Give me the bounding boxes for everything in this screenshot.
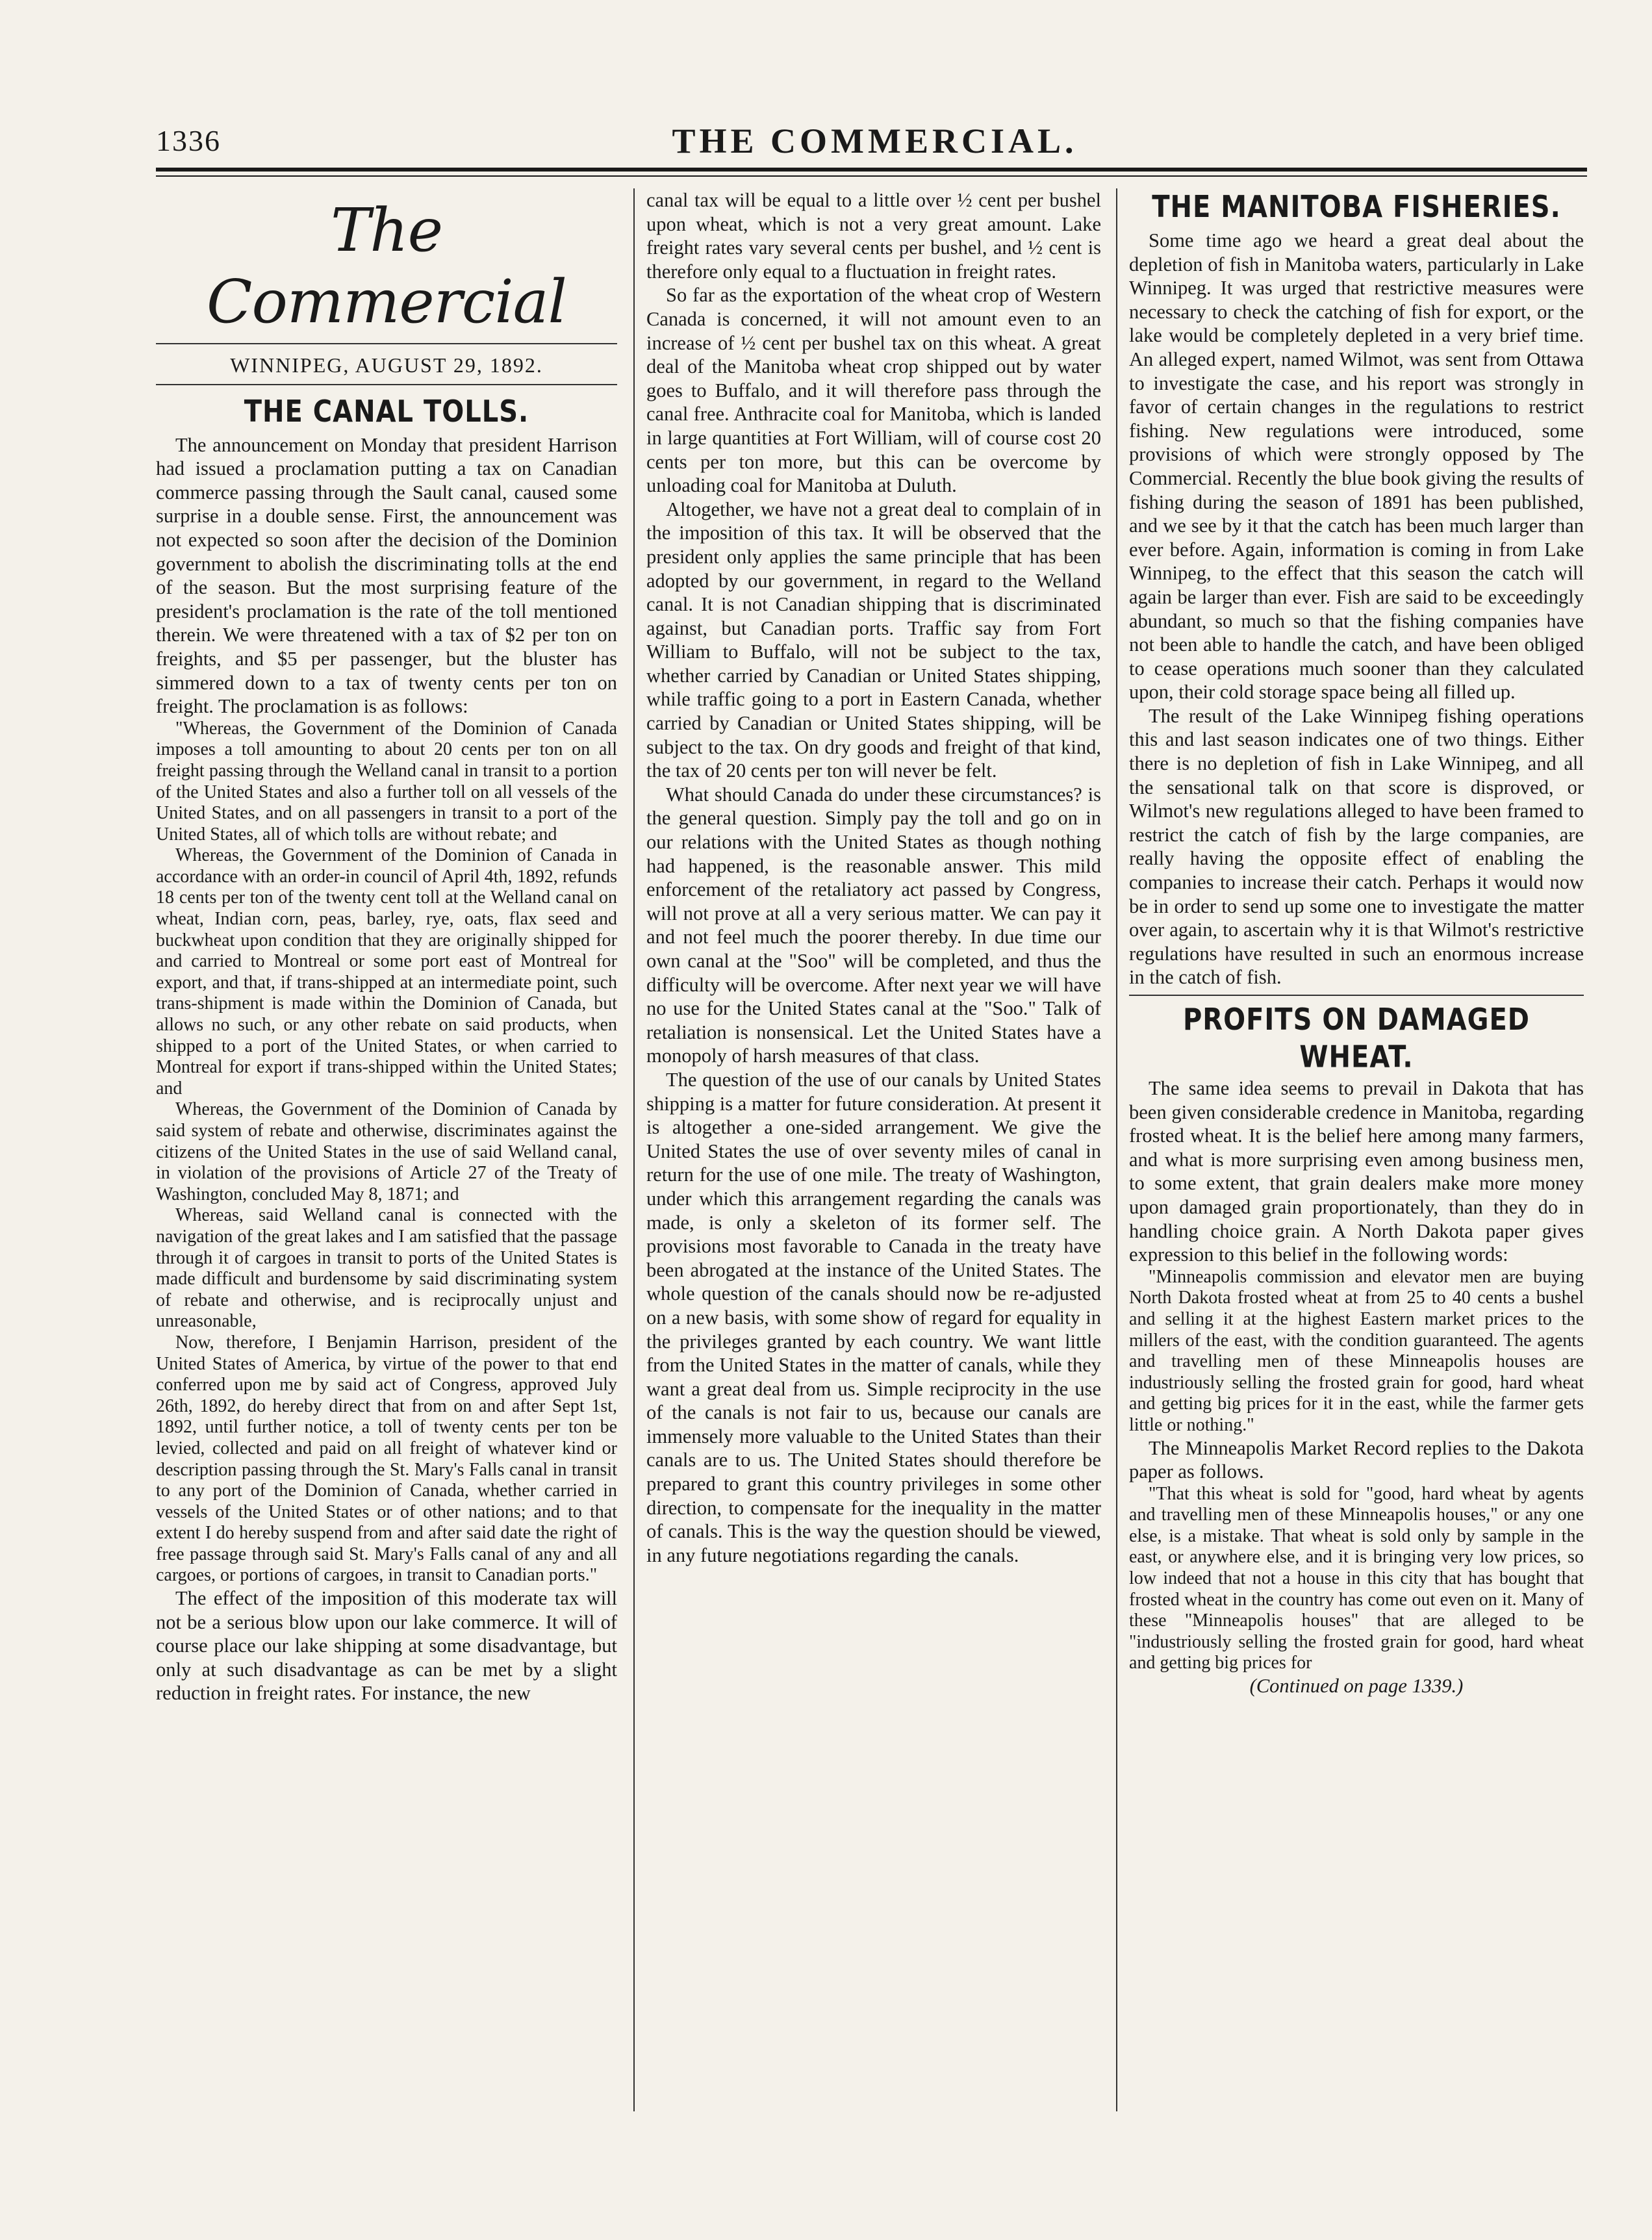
proclamation-quote: Whereas, the Government of the Dominion of Canada by said system of rebate and otherwise, discriminates against the citizens of the United States in the use of said Welland canal, in violation of the provisions of Article 27 of the Treaty of Washington, concluded May 8, 1871; and	[156, 1099, 617, 1204]
header-rule	[156, 168, 1587, 172]
article-paragraph: The Minneapolis Market Record replies to the Dakota paper as follows.	[1129, 1436, 1584, 1483]
article-heading-damaged-wheat: PROFITS ON DAMAGED WHEAT.	[1182, 1002, 1531, 1075]
running-masthead: THE COMMERCIAL.	[672, 121, 1078, 160]
article-heading-canal-tolls: THE CANAL TOLLS.	[244, 394, 529, 429]
article-paragraph: Altogether, we have not a great deal to complain of in the imposition of this tax. It will be observed that the president only applies the same principle that has been adopted by our government, in regard to the Welland canal. It is not Canadian shipping that is discriminated against, but Canadian ports. Traffic say from Fort William to Buffalo, will not be subject to the tax, whether carried by Canadian or United States shipping, while traffic going to a port in Eastern Canada, whether carried by Canadian or United States shipping, will be subject to the tax. On dry goods and freight of that kind, the tax of 20 cents per ton will never be felt.	[646, 498, 1101, 782]
page-number: 1336	[156, 124, 221, 157]
article-heading-fisheries: THE MANITOBA FISHERIES.	[1152, 190, 1561, 225]
continued-note: (Continued on page 1339.)	[1249, 1675, 1464, 1698]
column-divider	[633, 188, 635, 2111]
proclamation-quote: Whereas, the Government of the Dominion of Canada in accordance with an order-in council of April 4th, 1892, refunds 18 cents per ton of the twenty cent toll at the Welland canal on wheat, Indian corn, peas, barley, rye, oats, flax seed and buckwheat upon condition that they are originally shipped for and carried to Montreal or some port east of Montreal for export, and that, if trans-shipped at an intermediate point, such trans-shipment is made within the Dominion of Canada, but allows no such, or any other rebate on said products, when shipped to a port of the United States, or when carried to Montreal for export if trans-shipped within the United States; and	[156, 845, 617, 1099]
article-paragraph: The announcement on Monday that president Harrison had issued a proclamation putting a tax on Canadian commerce passing through the Sault canal, caused some surprise in a double sense. First, the announcement was not expected so soon after the decision of the Dominion government to abolish the discriminating tolls at the end of the season. But the most surprising feature of the president's proclamation is the rate of the toll mentioned therein. We were threatened with a tax of $2 per ton on freights, and $5 per passenger, but the bluster has simmered down to a tax of twenty cents per ton on freight. The proclamation is as follows:	[156, 433, 617, 718]
proclamation-quote: "Whereas, the Government of the Dominion of Canada imposes a toll amounting to about 20 cents per ton on all freight passing through the Welland canal in transit to a portion of the United States and also a further toll on all vessels of the United States, and on all passengers in transit to a port of the United States, all of which tolls are without rebate; and	[156, 718, 617, 845]
page-header	[156, 123, 1594, 169]
column-divider	[1116, 188, 1117, 2111]
article-paragraph: The result of the Lake Winnipeg fishing operations this and last season indicates one of two things. Either there is no depletion of fish in Lake Winnipeg, and all the sensational talk on that score is disproved, or Wilmot's new regulations alleged to have been framed to restrict the catch of fish by the large companies, are really having the opposite effect of enabling the companies to increase their catch. Perhaps it would now be in order to send up some one to investigate the matter over again, to ascertain why it is that Wilmot's restrictive regulations have resulted in such an enormous increase in the catch of fish.	[1129, 704, 1584, 989]
quoted-passage: "That this wheat is sold for "good, hard wheat by agents and travelling men of these Minneapolis houses," or any one else, is a mistake. That wheat is sold only by sample in the east, or anywhere else, and it is bringing very low prices, so low indeed that not a house in this city that has bought that frosted wheat in the country has come out even on it. Many of these "Minneapolis houses" that are alleged to be "industriously selling the frosted grain for good, hard wheat and getting big prices for	[1129, 1483, 1584, 1674]
article-paragraph: The question of the use of our canals by United States shipping is a matter for future consideration. At present it is altogether a one-sided arrangement. We give the United States the use of over seventy miles of canal in return for the use of one mile. The treaty of Washington, under which this arrangement regarding the canals was made, is only a skeleton of its former self. The provisions most favorable to Canada in the treaty have been abrogated at the instance of the United States. The whole question of the canals should now be re-adjusted on a new basis, with some show of regard for equality in the privileges granted by each country. We want little from the United States in the matter of canals, while they want a great deal from us. Simple reciprocity in the use of the canals is not fair to us, because our canals are immensely more valuable to the United States than their canals are to us. The United States should therefore be prepared to grant this country privileges in some other direction, to compensate for the inequality in the matter of canals. This is the way the question should be viewed, in any future negotiations regarding the canals.	[646, 1068, 1101, 1566]
article-paragraph: canal tax will be equal to a little over ½ cent per bushel upon wheat, which is not a very great amount. Lake freight rates vary several cents per bushel, and ½ cent is therefore only equal to a fluctuation in freight rates.	[646, 189, 1101, 283]
publication-title: The Commercial	[207, 196, 566, 337]
header-rule-thin	[156, 175, 1587, 177]
column-3	[1129, 188, 1584, 1698]
article-paragraph: The same idea seems to prevail in Dakota that has been given considerable credence in Manitoba, regarding frosted wheat. It is the belief here among many farmers, and what is more surprising even among business men, to some extent, that grain dealers make more money upon damaged grain proportionately, than they do in handling choice grain. A North Dakota paper gives expression to this belief in the following words:	[1129, 1077, 1584, 1266]
article-paragraph: What should Canada do under these circumstances? is the general question. Simply pay the toll and go on in our relations with the United States as though nothing had happened, is the reasonable answer. This mild enforcement of the retaliatory act passed by Congress, will not prove at all a very serious matter. We can pay it and not feel much the poorer thereby. In due time our own canal at the "Soo" will be completed, and thus the difficulty will be overcome. After next year we will have no use for the United States canal at the "Soo." Talk of retaliation is nonsensical. Let the United States have a monopoly of harsh measures of that class.	[646, 783, 1101, 1067]
article-paragraph: Some time ago we heard a great deal about the depletion of fish in Manitoba waters, particularly in Lake Winnipeg. It was urged that restrictive measures were necessary to check the catching of fish for export, or the lake would be completely depleted in a very brief time. An alleged expert, named Wilmot, was sent from Ottawa to investigate the case, and his report was strongly in favor of certain changes in the regulations to restrict fishing. New regulations were introduced, some provisions of which were strongly opposed by The Commercial. Recently the blue book giving the results of fishing during the season of 1891 has been published, and we see by it that the catch has been much larger than ever before. Again, information is coming in from Lake Winnipeg, to the effect that this season the catch will again be larger than ever. Fish are said to be exceedingly abundant, so much so that the fishing companies have not been able to handle the catch, and have been obliged to cease operations much sooner than they calculated upon, their cold storage space being all filled up.	[1129, 229, 1584, 704]
column-1	[156, 188, 617, 1705]
article-paragraph: The effect of the imposition of this moderate tax will not be a serious blow upon our lake commerce. It will of course place our lake shipping at some disadvantage, but only at such disadvantage as can be met by a slight reduction in freight rates. For instance, the new	[156, 1587, 617, 1705]
proclamation-quote: Now, therefore, I Benjamin Harrison, president of the United States of America, by virtue of the power to that end conferred upon me by said act of Congress, approved July 26th, 1892, do hereby direct that from on and after Sept 1st, 1892, until further notice, a toll of twenty cents per ton be levied, collected and paid on all freight of whatever kind or description passing through the St. Mary's Falls canal in transit to any port of the Dominion of Canada, whether carried in vessels of the United States or of other nations; and to that extent I do hereby suspend from and after said date the right of free passage through said St. Mary's Falls canal of any and all cargoes, or portions of cargoes, in transit to Canadian ports."	[156, 1332, 617, 1586]
article-rule	[1129, 995, 1584, 996]
proclamation-quote: Whereas, said Welland canal is connected with the navigation of the great lakes and I am satisfied that the passage through it of cargoes in transit to ports of the United States is made difficult and burdensome by said discriminating system of rebate and otherwise, and is reciprocally unjust and unreasonable,	[156, 1205, 617, 1332]
dateline: WINNIPEG, AUGUST 29, 1892.	[230, 353, 543, 377]
quoted-passage: "Minneapolis commission and elevator men are buying North Dakota frosted wheat at from 25 to 40 cents a bushel and selling it at the highest Eastern market prices to the millers of the east, with the condition guaranteed. The agents and travelling men of these Minneapolis houses are industriously selling the frosted grain for good, hard wheat and getting big prices for it in the east, while the farmer gets little or nothing."	[1129, 1266, 1584, 1435]
article-paragraph: So far as the exportation of the wheat crop of Western Canada is concerned, it will not amount even to an increase of ½ cent per bushel tax on this wheat. A great deal of the Manitoba wheat crop shipped out by water goes to Buffalo, and it will therefore pass through the canal free. Anthracite coal for Manitoba, which is landed in large quantities at Fort William, will of course cost 20 cents per ton more, but this can be overcome by unloading coal for Manitoba at Duluth.	[646, 284, 1101, 497]
dateline-rule	[156, 384, 617, 385]
title-rule	[156, 343, 617, 344]
column-2	[646, 188, 1101, 1567]
